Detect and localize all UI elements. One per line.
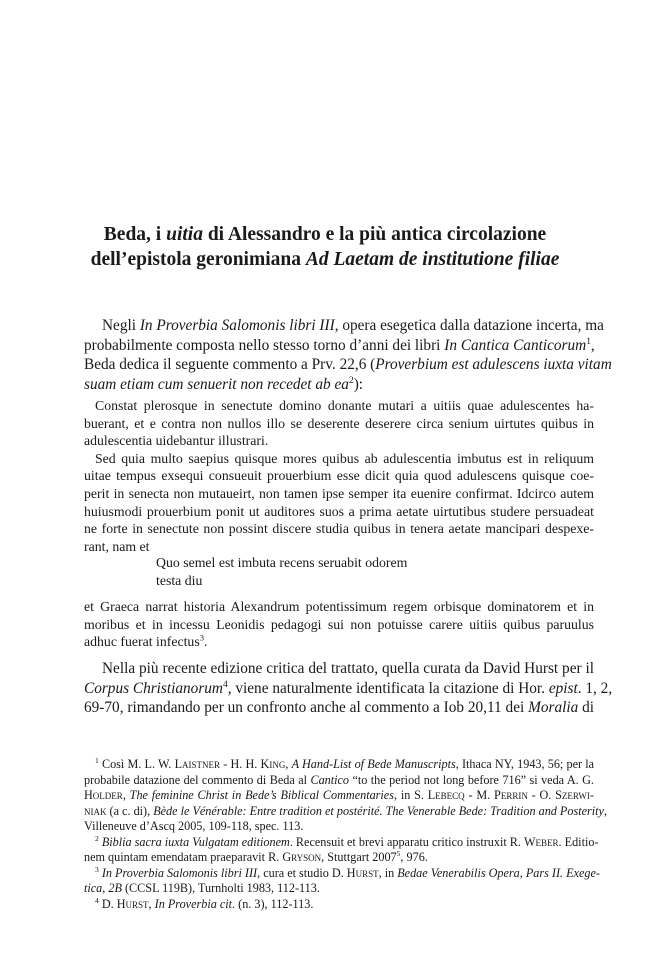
quote-line: et Graeca narrat historia Alexandrum potentissimum regem orbisque dominatorem et in (84, 599, 594, 614)
footnote-4: $^4$ D. Hurst, In Proverbia cit. (n. 3), 112-113. (95, 895, 314, 911)
footnote-ref: 1 (586, 336, 591, 347)
quote-line: Sed quia multo saepius quisque mores quibus ab adulescentia imbutus est in reliquum (95, 450, 594, 466)
intro-paragraph (84, 316, 612, 394)
footnote-ref: 2 (348, 375, 354, 386)
intro-line: probabilmente composta nello stesso torno d’anni dei libri In Cantica Canticorum$^1$, (84, 336, 595, 354)
article-title (70, 222, 580, 272)
footnote-2-line: nem quintam emendatam praeparavit R. Gryson, Stuttgart 2007$^5$, 976. (84, 848, 428, 864)
footnote-3: $^3$ In Proverbia Salomonis libri III, cura et studio D. Hurst, in Bedae Venerabilis Opera, Pars II. Exege- (95, 864, 600, 880)
quote-line: huiusmodi prouerbium ponit ut auditores suos a prima aetate uirtutibus studere persuadeat (84, 503, 594, 519)
footnote-3-line: tica, 2B (CCSL 119B), Turnholti 1983, 112-113. (84, 881, 320, 895)
quote-line: perit in senecta non mutaueirt, non tamen ipse semper ita euenire confirmat. Idcirco autem (84, 485, 594, 501)
intro-line: Beda dedica il seguente commento a Prv. 22,6 (Proverbium est adulescens iuxta vitam (84, 356, 612, 373)
quote-line: adulescentia uidebantur illustrari. (84, 433, 269, 449)
body-line: Nella più recente edizione critica del trattato, quella curata da David Hurst per il (102, 660, 594, 677)
verse-line: Quo semel est imbuta recens seruabit odorem (156, 555, 408, 570)
quote-line: Constat plerosque in senectute domino donante mutari a uitiis quae adulescentes ha- (95, 398, 594, 413)
block-quote-continuation (84, 598, 594, 651)
body-paragraph (84, 659, 613, 718)
footnote-2: $^2$ Biblia sacra iuxta Vulgatam editionem. Recensuit et brevi apparatu critico instruxit R. Weber. Editio- (95, 833, 599, 849)
title-line-1: Beda, i uitia di Alessandro e la più antica circolazione (103, 224, 547, 245)
quote-line: adhuc fuerat infectus$^3$. (84, 632, 208, 650)
verse-line: testa diu (156, 573, 203, 588)
body-line: 69-70, rimandando per un confronto anche al commento a Iob 20,11 dei Moralia di (84, 699, 594, 716)
footnote-1-line: niak (a c. di), Bède le Vénérable: Entre tradition et postérité. The Venerable Bede: Tradition and Posterity, (84, 803, 607, 818)
body-line: Corpus Christianorum$^4$, viene naturalmente identificata la citazione di Hor. epist. 1, 2, (84, 679, 613, 697)
footnote-ref: 4 (222, 679, 228, 690)
quote-line: rant, nam et (84, 538, 150, 554)
footnote-1-line: Holder, The feminine Christ in Bede’s Biblical Commentaries, in S. Lebecq - M. Perrin - O. Szerwi- (84, 788, 594, 802)
quote-line: moribus et in incessu Leonidis pedagogi sui non potuisse carere uitiis quibus paruulus (84, 616, 594, 632)
quote-line: ne forte in senectute non possint discere studia quibus in tenera aetate mancipari despexe- (84, 521, 594, 537)
intro-line: suam etiam cum senuerit non recedet ab $ea^2$): (84, 375, 364, 393)
quote-line: buerant, et e contra non nullos illo se deserente deserere circa senium uirtutes quibus in (84, 415, 594, 431)
footnote-ref: 3 (199, 632, 204, 643)
title-line-2: dell’epistola geronimiana Ad Laetam de institutione filiae (90, 249, 560, 270)
footnote-1: $^1$ Così M. L. W. Laistner - H. H. King, A Hand-List of Bede Manuscripts, Ithaca NY, 1943, 56; per la (95, 755, 595, 771)
quote-line: uitae tempus exsequi consueuit prouerbium esse dicit quia quod adulescens quisque coe- (84, 468, 594, 484)
intro-line: Negli In Proverbia Salomonis libri III, opera esegetica dalla datazione incerta, ma (102, 317, 604, 334)
footnote-1-line: probabile datazione del commento di Beda al Cantico “to the period not long before 716” si veda A. G. (84, 772, 594, 787)
footnotes (84, 755, 607, 912)
footnote-1-line: Villeneuve d’Ascq 2005, 109-118, spec. 113. (84, 819, 304, 833)
verse-quotation (156, 554, 407, 590)
block-quote (84, 397, 594, 555)
